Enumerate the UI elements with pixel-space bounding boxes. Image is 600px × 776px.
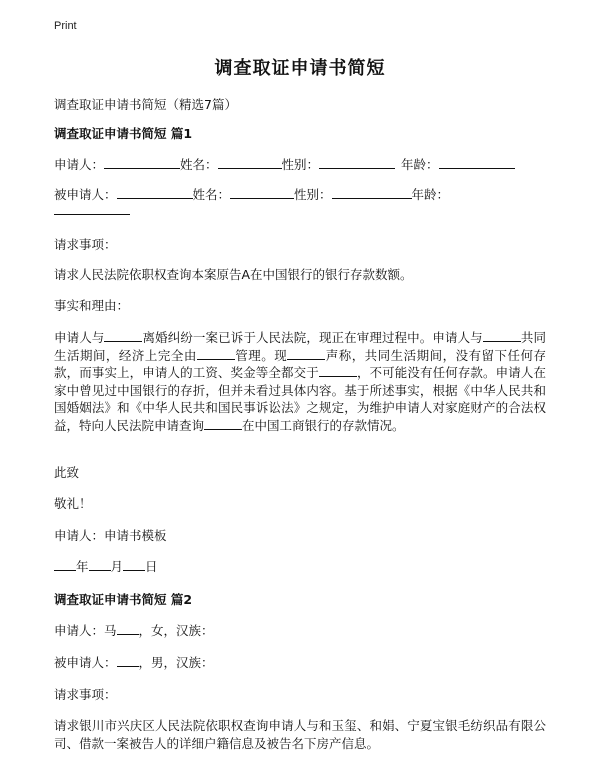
applicant-blank	[104, 156, 180, 169]
section2-request-label: 请求事项：	[54, 687, 117, 702]
print-link[interactable]: Print	[54, 20, 77, 32]
respondent-blank	[117, 186, 193, 199]
age-label: 年龄：	[401, 157, 439, 172]
respondent-name-label: 姓名：	[192, 187, 231, 202]
section2-respondent: 被申请人： ，男，汉族：	[54, 655, 214, 670]
facts-label: 事实和理由：	[54, 298, 130, 313]
respondent-name-blank-2	[117, 654, 139, 667]
name-blank	[218, 156, 282, 169]
closing-salutation: 此致	[54, 465, 80, 480]
facts-blank-2	[483, 329, 521, 342]
facts-blank-1	[104, 329, 142, 342]
applicant-row	[54, 156, 515, 174]
applicant-label: 申请人：	[54, 157, 105, 172]
signature-line: 申请人：申请书模板	[54, 528, 167, 543]
section1-heading: 调查取证申请书简短 篇1	[54, 126, 193, 141]
section2-request-text: 请求银川市兴庆区人民法院依职权查询申请人与和玉玺、和娟、宁夏宝银毛纺织品有限公司、借款一案被告人的详细户籍信息及被告名下房产信息。	[54, 718, 546, 751]
section2-applicant: 申请人：马 ，女，汉族：	[54, 623, 214, 638]
gender-label: 性别：	[281, 157, 320, 172]
request-text: 请求人民法院依职权查询本案原告A在中国银行的银行存款数额。	[54, 267, 413, 282]
gender-blank	[319, 156, 395, 169]
respondent-gender-label: 性别：	[294, 187, 332, 202]
respondent-age-blank	[54, 202, 130, 215]
name-label: 姓名：	[180, 157, 218, 172]
request-label: 请求事项：	[54, 237, 117, 252]
date-year: 年	[76, 559, 89, 574]
applicant-name-blank	[117, 622, 139, 635]
respondent-age-label: 年龄：	[411, 187, 450, 202]
section2-heading: 调查取证申请书简短 篇2	[54, 592, 193, 607]
facts-blank-4	[287, 347, 325, 360]
respondent-age-blank-line	[54, 202, 130, 220]
respondent-label: 被申请人：	[54, 187, 117, 202]
respondent-gender-blank	[332, 186, 412, 199]
facts-blank-3	[197, 347, 235, 360]
date-line	[54, 558, 158, 576]
respondent-name-blank	[230, 186, 294, 199]
page-title: 调查取证申请书简短	[214, 58, 386, 79]
age-blank	[439, 156, 515, 169]
closing-regards: 敬礼！	[54, 496, 92, 511]
date-day: 日	[145, 559, 158, 574]
facts-blank-5	[319, 364, 357, 377]
document-subtitle: 调查取证申请书简短（精选7篇）	[54, 97, 237, 112]
date-month: 月	[110, 559, 124, 574]
facts-paragraph: 申请人与 离婚纠纷一案已诉于人民法院，现正在审理过程中。申请人与 共同生活期间，经济上完全由 管理。现 声称，共同生活期间，没有留下任何存款，而事实上，申请人的工资、奖金等全都交于 ，不可能没有任何存款。申请人在家中曾见过中国银行的存折，但并未看过具体内容。基于所述事实，根据《中华人民共和国婚姻法》和《中华人民共和国民事诉讼法》之规定，为维护申请人对家庭财产的合法权益，特向人民法院申请查询 在中国工商银行的存款情况。	[54, 330, 546, 433]
facts-blank-6	[204, 417, 242, 430]
